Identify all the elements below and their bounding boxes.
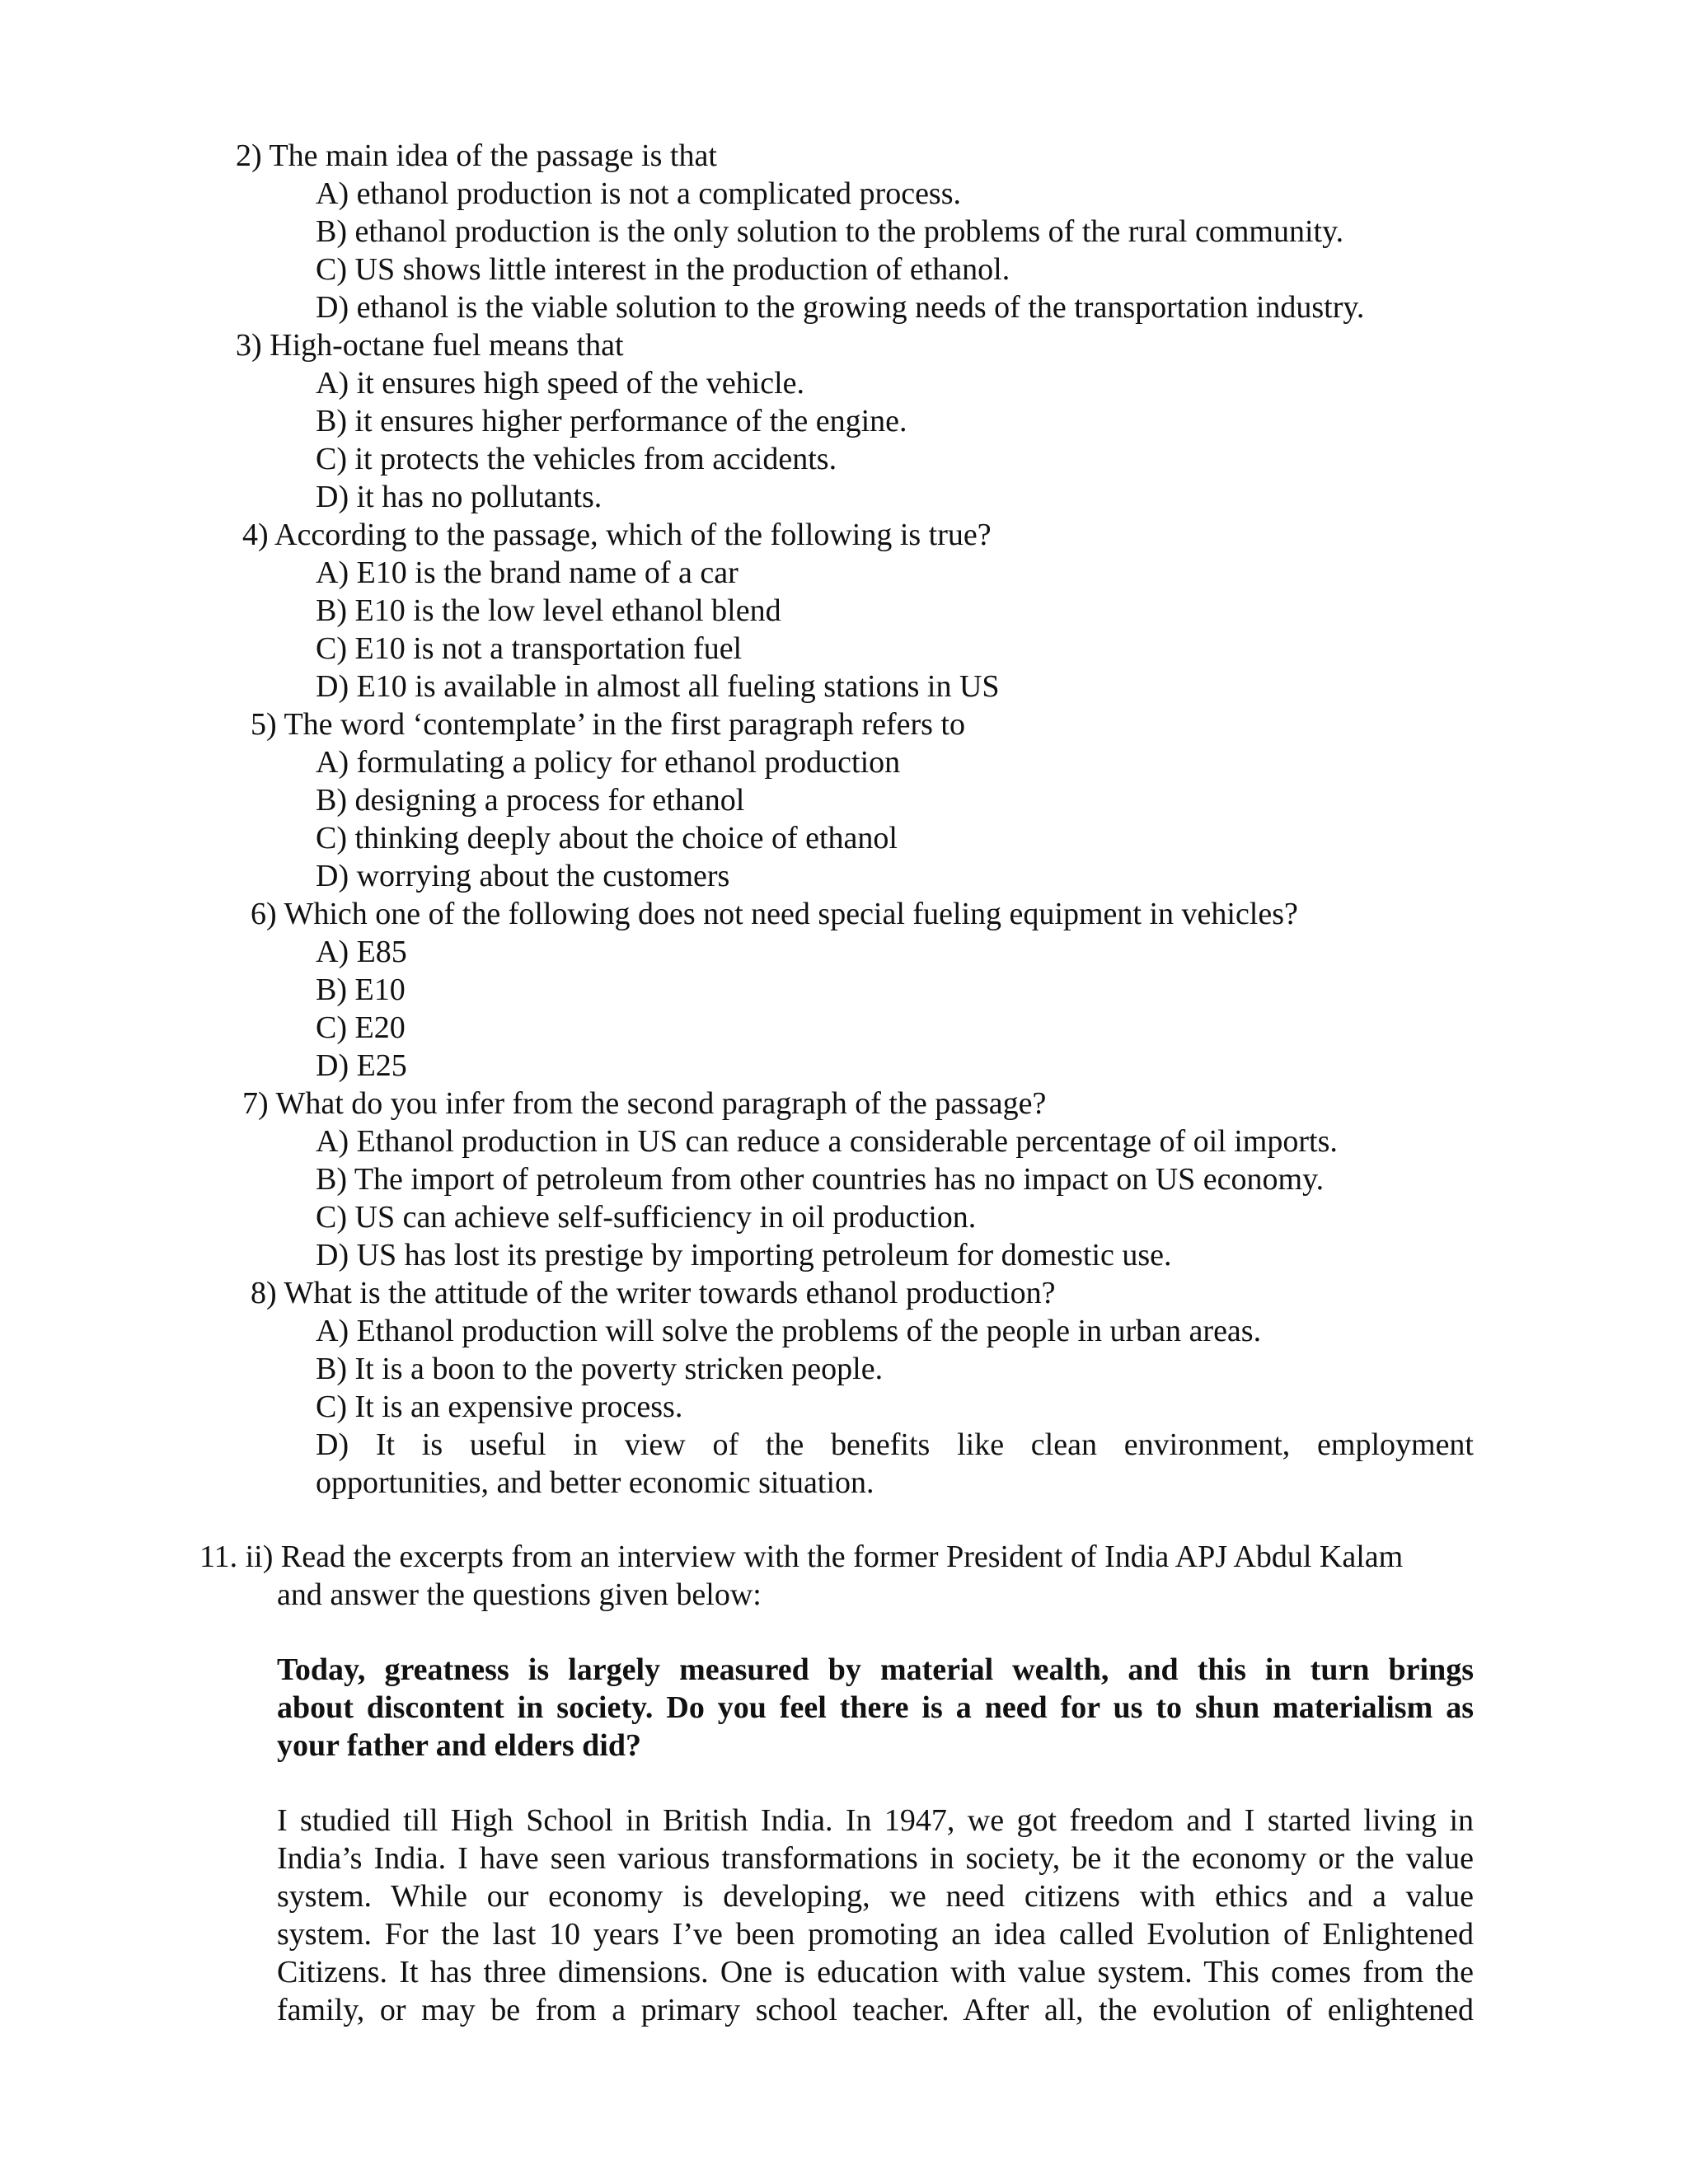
question-7-stem: 7) What do you infer from the second paragraph of the passage? xyxy=(242,1086,1047,1121)
question-8-option-c: C) It is an expensive process. xyxy=(316,1390,683,1424)
section-heading: 11. ii) Read the excerpts from an interview with the former President of India APJ Abdul Kalam xyxy=(199,1540,1404,1574)
answer-line-4: system. For the last 10 years I’ve been promoting an idea called Evolution of Enlightened xyxy=(277,1917,1474,1952)
interview-question-line-2: about discontent in society. Do you feel there is a need for us to shun materialism as xyxy=(277,1690,1474,1725)
question-8-stem: 8) What is the attitude of the writer towards ethanol production? xyxy=(251,1276,1056,1310)
question-6-option-b: B) E10 xyxy=(316,972,406,1007)
question-4-option-d: D) E10 is available in almost all fueling stations in US xyxy=(316,669,1000,704)
question-7-option-a: A) Ethanol production in US can reduce a considerable percentage of oil imports. xyxy=(316,1124,1338,1159)
question-4-option-b: B) E10 is the low level ethanol blend xyxy=(316,593,781,628)
answer-line-1: I studied till High School in British India. In 1947, we got freedom and I started living in xyxy=(277,1803,1474,1838)
question-3-option-d: D) it has no pollutants. xyxy=(316,480,603,514)
question-6-option-a: A) E85 xyxy=(316,935,407,969)
question-2-stem: 2) The main idea of the passage is that xyxy=(236,138,717,173)
question-6-stem: 6) Which one of the following does not need special fueling equipment in vehicles? xyxy=(251,897,1298,931)
question-3-option-b: B) it ensures higher performance of the engine. xyxy=(316,404,907,438)
question-7-option-b: B) The import of petroleum from other countries has no impact on US economy. xyxy=(316,1162,1325,1197)
question-3-stem: 3) High-octane fuel means that xyxy=(236,328,624,363)
answer-line-5: Citizens. It has three dimensions. One is education with value system. This comes from the xyxy=(277,1955,1474,1990)
question-8-option-d-continued: opportunities, and better economic situation. xyxy=(316,1465,874,1500)
question-5-option-c: C) thinking deeply about the choice of ethanol xyxy=(316,821,898,855)
question-5-option-b: B) designing a process for ethanol xyxy=(316,783,745,818)
interview-question-line-1: Today, greatness is largely measured by material wealth, and this in turn brings xyxy=(277,1652,1474,1687)
answer-line-3: system. While our economy is developing, we need citizens with ethics and a value xyxy=(277,1879,1474,1914)
answer-line-2: India’s India. I have seen various transformations in society, be it the economy or the value xyxy=(277,1841,1474,1876)
question-6-option-c: C) E20 xyxy=(316,1010,406,1045)
question-2-option-d: D) ethanol is the viable solution to the growing needs of the transportation industry. xyxy=(316,290,1365,325)
question-6-option-d: D) E25 xyxy=(316,1048,407,1083)
question-3-option-c: C) it protects the vehicles from accidents. xyxy=(316,442,837,476)
question-7-option-d: D) US has lost its prestige by importing petroleum for domestic use. xyxy=(316,1238,1172,1272)
question-8-option-b: B) It is a boon to the poverty stricken people. xyxy=(316,1352,884,1386)
question-2-option-b: B) ethanol production is the only solution to the problems of the rural community. xyxy=(316,214,1344,249)
question-4-stem: 4) According to the passage, which of the following is true? xyxy=(242,518,992,552)
question-5-option-d: D) worrying about the customers xyxy=(316,859,730,893)
interview-question-line-3: your father and elders did? xyxy=(277,1728,641,1763)
question-8-option-a: A) Ethanol production will solve the problems of the people in urban areas. xyxy=(316,1314,1262,1348)
question-5-stem: 5) The word ‘contemplate’ in the first paragraph refers to xyxy=(251,707,965,742)
question-3-option-a: A) it ensures high speed of the vehicle. xyxy=(316,366,805,401)
question-7-option-c: C) US can achieve self-sufficiency in oil production. xyxy=(316,1200,977,1235)
question-2-option-a: A) ethanol production is not a complicated process. xyxy=(316,176,962,211)
question-5-option-a: A) formulating a policy for ethanol production xyxy=(316,745,901,780)
question-2-option-c: C) US shows little interest in the production of ethanol. xyxy=(316,252,1010,287)
section-heading-continued: and answer the questions given below: xyxy=(277,1577,762,1612)
question-4-option-a: A) E10 is the brand name of a car xyxy=(316,555,738,590)
answer-line-6: family, or may be from a primary school teacher. After all, the evolution of enlightened xyxy=(277,1993,1474,2027)
question-4-option-c: C) E10 is not a transportation fuel xyxy=(316,631,743,666)
question-8-option-d: D) It is useful in view of the benefits like clean environment, employment xyxy=(316,1427,1474,1462)
